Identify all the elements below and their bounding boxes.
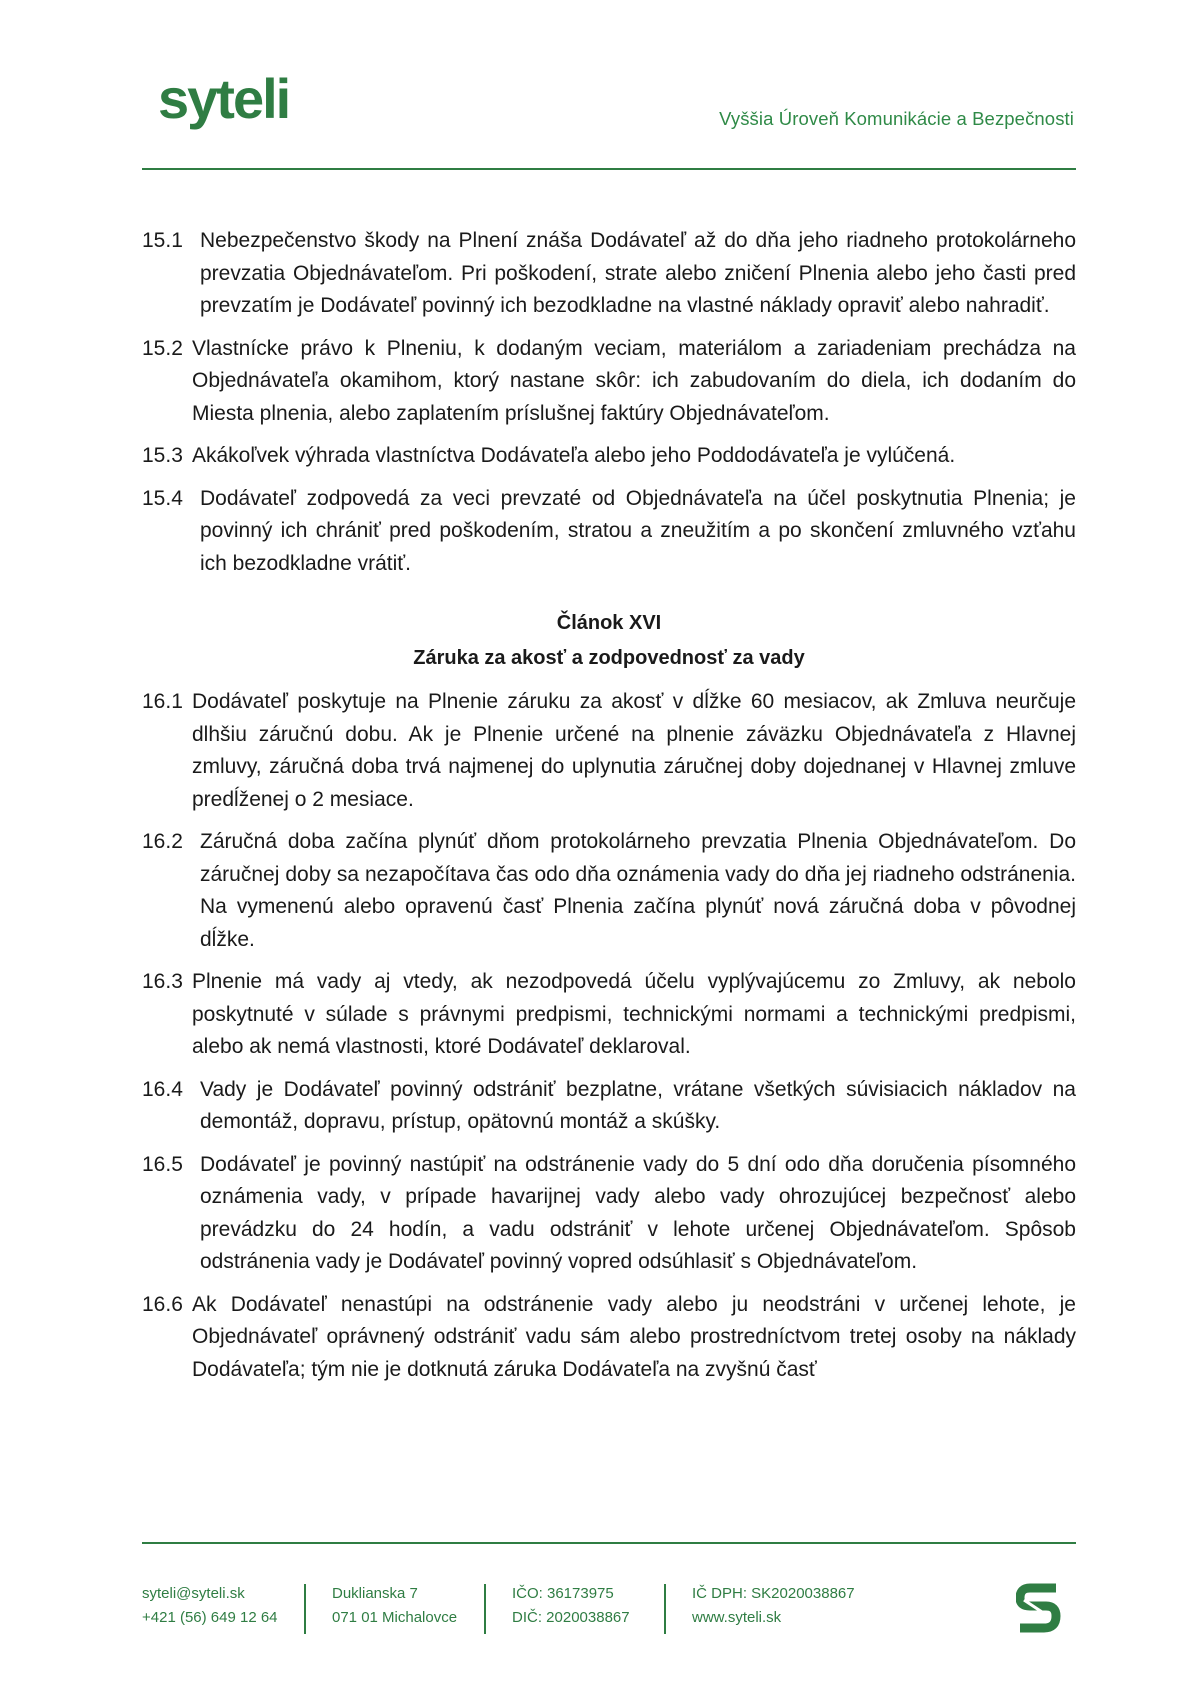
clause-number: 16.6 [142,1292,183,1316]
article-subtitle: Záruka za akosť a zodpovednosť za vady [413,647,805,669]
clause-16-5 [142,1149,1076,1279]
footer-street: Duklianska 7 [332,1585,418,1602]
clause-text: Vlastnícke právo k Plneniu, k dodaným veciam, materiálom a zariadeniam prechádza na Objednávateľa okamihom, ktorý nastane skôr: ich zabudovaním do diela, ich dodaním do Miesta plnenia, alebo zaplatením príslušnej faktúry Objednávateľom. [192,336,1076,425]
clause-number: 16.3 [142,970,183,993]
footer-icdph: IČ DPH: SK2020038867 [692,1585,855,1602]
page-footer [142,1582,1076,1642]
clause-15-3 [142,440,1076,473]
footer-web: www.syteli.sk [692,1609,782,1626]
clause-number: 15.3 [142,444,183,467]
clause-16-2 [142,826,1076,956]
clause-number: 15.4 [142,486,183,510]
footer-vat-web [692,1582,855,1630]
footer-ico: IČO: 36173975 [512,1585,614,1602]
clause-text: Akákoľvek výhrada vlastníctva Dodávateľa alebo jeho Poddodávateľa je vylúčená. [192,444,956,467]
footer-dic: DIČ: 2020038867 [512,1609,630,1626]
footer-city: 071 01 Michalovce [332,1609,458,1626]
header-tagline: Vyššia Úroveň Komunikácie a Bezpečnosti [719,108,1074,129]
clause-15-2 [142,333,1076,431]
document-body [142,225,1076,1396]
footer-address [332,1582,457,1630]
page-header [142,70,1074,170]
footer-email: syteli@syteli.sk [142,1585,245,1602]
article-title: Článok XVI [556,612,662,634]
footer-ids [512,1582,630,1630]
clause-number: 15.1 [142,229,183,252]
syteli-s-icon [1016,1582,1062,1642]
footer-separator [304,1584,306,1634]
clause-number: 16.2 [142,830,183,853]
clause-16-6 [142,1289,1076,1387]
clause-text: Dodávateľ zodpovedá za veci prevzaté od Objednávateľa na účel poskytnutia Plnenia; je povinný ich chrániť pred poškodením, stratou a zneužitím a po skončení zmluvného vzťahu ich bezodkladne vrátiť. [200,486,1076,575]
clause-16-3 [142,966,1076,1064]
clause-16-1 [142,686,1076,816]
header-divider [142,168,1076,170]
clause-number: 16.4 [142,1077,183,1101]
clause-text: Záručná doba začína plynúť dňom protokolárneho prevzatia Plnenia Objednávateľom. Do záručnej doby sa nezapočítava čas odo dňa oznámenia vady do dňa jej riadneho odstránenia. Na vymenenú alebo opravenú časť Plnenia začína plynúť nová záručná doba v pôvodnej dĺžke. [200,830,1076,951]
svg-text:syteli: syteli [158,74,290,130]
footer-divider [142,1542,1076,1544]
clause-text: Nebezpečenstvo škody na Plnení znáša Dodávateľ až do dňa jeho riadneho protokolárneho prevzatia Objednávateľom. Pri poškodení, strate alebo zničení Plnenia alebo jeho časti pred prevzatím je Dodávateľ povinný ich bezodkladne na vlastné náklady opraviť alebo nahradiť. [200,229,1076,317]
footer-separator [664,1584,666,1634]
clause-text: Ak Dodávateľ nenastúpi na odstránenie vady alebo ju neodstráni v určenej lehote, je Objednávateľ oprávnený odstrániť vadu sám alebo prostredníctvom tretej osoby na náklady Dodávateľa; tým nie je dotknutá záruka Dodávateľa na zvyšnú časť [192,1292,1076,1381]
syteli-logo [156,74,346,136]
clause-number: 16.1 [142,690,183,713]
clause-text: Plnenie má vady aj vtedy, ak nezodpovedá účelu vyplývajúcemu zo Zmluvy, ak nebolo poskytnuté v súlade s právnymi predpismi, technickými normami a technickými predpismi, alebo ak nemá vlastnosti, ktoré Dodávateľ deklaroval. [192,970,1076,1058]
clause-15-1 [142,225,1076,323]
clause-number: 16.5 [142,1152,183,1176]
clause-text: Dodávateľ poskytuje na Plnenie záruku za akosť v dĺžke 60 mesiacov, ak Zmluva neurčuje dlhšiu záručnú dobu. Ak je Plnenie určené na plnenie záväzku Objednávateľa z Hlavnej zmluvy, záručná doba trvá najmenej do uplynutia záručnej doby dojednanej v Hlavnej zmluve predĺženej o 2 mesiace. [192,690,1076,811]
clause-text: Dodávateľ je povinný nastúpiť na odstránenie vady do 5 dní odo dňa doručenia písomného oznámenia vady, v prípade havarijnej vady alebo vady ohrozujúcej bezpečnosť alebo prevádzku do 24 hodín, a vadu odstrániť v lehote určenej Objednávateľom. Spôsob odstránenia vady je Dodávateľ povinný vopred odsúhlasiť s Objednávateľom. [200,1152,1076,1273]
syteli-logo-mark [156,74,346,136]
clause-text: Vady je Dodávateľ povinný odstrániť bezplatne, vrátane všetkých súvisiacich nákladov na demontáž, dopravu, prístup, opätovnú montáž a skúšky. [200,1077,1076,1133]
footer-phone: +421 (56) 649 12 64 [142,1609,278,1626]
clause-number: 15.2 [142,336,183,360]
footer-separator [484,1584,486,1634]
footer-contact [142,1582,278,1630]
clause-15-4 [142,483,1076,581]
clause-16-4 [142,1074,1076,1139]
